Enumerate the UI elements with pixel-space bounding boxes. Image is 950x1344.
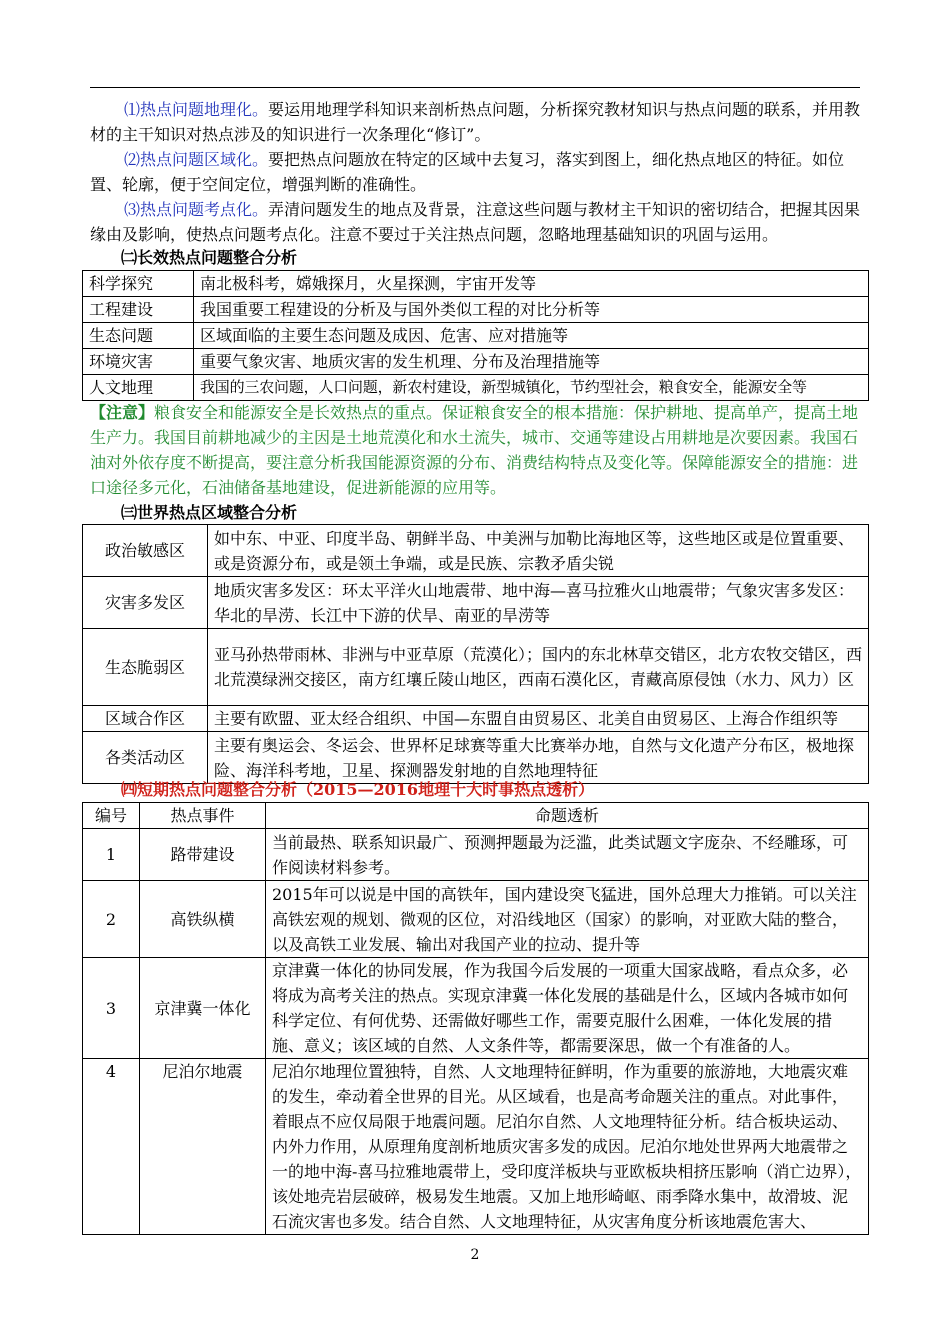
row-label: 区域合作区: [83, 706, 208, 732]
row-text: 区域面临的主要生态问题及成因、危害、应对措施等: [194, 323, 869, 349]
table-row: [83, 297, 869, 323]
notice-text: 粮食安全和能源安全是长效热点的重点。保证粮食安全的根本措施：保护耕地、提高单产，提高土地生产力。我国目前耕地减少的主因是土地荒漠化和水土流失，城市、交通等建设占用耕地是次要因素。我国石油对外依存度不断提高，要注意分析我国能源资源的分布、消费结构特点及变化等。保障能源安全的措施：进口途径多元化，石油储备基地建设，促进新能源的应用等。: [90, 403, 859, 497]
row-text: 尼泊尔地理位置独特，自然、人文地理特征鲜明，作为重要的旅游地，大地震灾难的发生，牵动着全世界的目光。从区域看，也是高考命题关注的重点。对此事件，着眼点不应仅局限于地震问题。尼泊尔自然、人文地理特征分析。结合板块运动、内外力作用，从原理角度剖析地质灾害多发的成因。尼泊尔地处世界两大地震带之一的地中海-喜马拉雅地震带上，受印度洋板块与亚欧板块相挤压影响（消亡边界），该处地壳岩层破碎，极易发生地震。又加上地形崎岖、雨季降水集中，故滑坡、泥石流灾害也多发。结合自然、人文地理特征，从灾害角度分析该地震危害大、: [266, 1059, 869, 1235]
row-label: 环境灾害: [83, 349, 194, 375]
notice-label: 【注意】: [90, 403, 155, 422]
intro-text-1: 要运用地理学科知识来剖析热点问题，分析探究教材知识与热点问题的联系，并用教材的主干知识对热点涉及的知识进行一次条理化“修订”。: [90, 100, 861, 144]
row-number: 1: [83, 829, 140, 881]
row-label: 生态问题: [83, 323, 194, 349]
row-text: 亚马孙热带雨林、非洲与中亚草原（荒漠化）；国内的东北林草交错区，北方农牧交错区，西北荒漠绿洲交接区，南方红壤丘陵山地区，西南石漠化区，青藏高原侵蚀（水力、风力）区: [208, 629, 869, 706]
row-event: 京津冀一体化: [140, 958, 266, 1059]
section4-heading: ㈣短期热点问题整合分析（2015—2016地理十大时事热点透析）: [121, 780, 595, 799]
table-row: [83, 375, 869, 401]
row-label: 政治敏感区: [83, 525, 208, 577]
row-number: 4: [83, 1059, 140, 1235]
intro-text-3: 弄清问题发生的地点及背景，注意这些问题与教材主干知识的密切结合，把握其因果缘由及影响，使热点问题考点化。注意不要过于关注热点问题，忽略地理基础知识的巩固与运用。: [90, 200, 861, 244]
intro-text-2: 要把热点问题放在特定的区域中去复习，落实到图上，细化热点地区的特征。如位置、轮廓，便于空间定位，增强判断的准确性。: [90, 150, 845, 194]
row-text: 我国重要工程建设的分析及与国外类似工程的对比分析等: [194, 297, 869, 323]
header-analysis: 命题透析: [266, 803, 869, 829]
header-rule: [90, 87, 860, 88]
table-header-row: [83, 803, 869, 829]
table-row: [83, 732, 869, 784]
row-event: 高铁纵横: [140, 881, 266, 958]
intro-paragraph-1: [90, 97, 868, 147]
table-row: [83, 958, 869, 1059]
row-text: 我国的三农问题，人口问题，新农村建设，新型城镇化，节约型社会，粮食安全，能源安全等: [194, 375, 869, 401]
row-text: 重要气象灾害、地质灾害的发生机理、分布及治理措施等: [194, 349, 869, 375]
row-text: 当前最热、联系知识最广、预测押题最为泛滥，此类试题文字庞杂、不经雕琢，可作阅读材料参考。: [266, 829, 869, 881]
short-term-hotspot-table: [82, 802, 869, 1235]
row-number: 3: [83, 958, 140, 1059]
row-number: 2: [83, 881, 140, 958]
table-row: [83, 577, 869, 629]
row-label: 人文地理: [83, 375, 194, 401]
row-label: 灾害多发区: [83, 577, 208, 629]
table-row: [83, 323, 869, 349]
table-row: [83, 525, 869, 577]
row-label: 各类活动区: [83, 732, 208, 784]
intro-paragraph-3: [90, 197, 868, 247]
table-row: [83, 1059, 869, 1235]
row-event: 路带建设: [140, 829, 266, 881]
intro-label-1: ⑴热点问题地理化。: [124, 100, 269, 119]
world-region-table: [82, 524, 869, 784]
table-row: [83, 829, 869, 881]
table-row: [83, 706, 869, 732]
table-row: [83, 629, 869, 706]
row-event: 尼泊尔地震: [140, 1059, 266, 1235]
long-term-hotspot-table: [82, 270, 869, 401]
notice-paragraph: [90, 400, 868, 500]
row-label: 工程建设: [83, 297, 194, 323]
row-text: 主要有奥运会、冬运会、世界杯足球赛等重大比赛举办地，自然与文化遗产分布区，极地探险、海洋科考地，卫星、探测器发射地的自然地理特征: [208, 732, 869, 784]
intro-paragraph-2: [90, 147, 868, 197]
intro-label-2: ⑵热点问题区域化。: [124, 150, 269, 169]
row-label: 生态脆弱区: [83, 629, 208, 706]
page-number: 2: [470, 1247, 480, 1263]
intro-label-3: ⑶热点问题考点化。: [124, 200, 269, 219]
table-row: [83, 271, 869, 297]
header-event: 热点事件: [140, 803, 266, 829]
table-row: [83, 349, 869, 375]
row-text: 京津冀一体化的协同发展，作为我国今后发展的一项重大国家战略，看点众多，必将成为高考关注的热点。实现京津冀一体化发展的基础是什么，区域内各城市如何科学定位、有何优势、还需做好哪些工作，需要克服什么困难，一体化发展的措施、意义；该区域的自然、人文条件等，都需要深思，做一个有准备的人。: [266, 958, 869, 1059]
row-text: 南北极科考，嫦娥探月，火星探测，宇宙开发等: [194, 271, 869, 297]
row-text: 主要有欧盟、亚太经合组织、中国—东盟自由贸易区、北美自由贸易区、上海合作组织等: [208, 706, 869, 732]
header-number: 编号: [83, 803, 140, 829]
row-text: 如中东、中亚、印度半岛、朝鲜半岛、中美洲与加勒比海地区等，这些地区或是位置重要、或是资源分布，或是领土争端，或是民族、宗教矛盾尖锐: [208, 525, 869, 577]
section3-heading: ㈢世界热点区域整合分析: [121, 503, 298, 522]
row-label: 科学探究: [83, 271, 194, 297]
row-text: 2015年可以说是中国的高铁年，国内建设突飞猛进，国外总理大力推销。可以关注高铁宏观的规划、微观的区位，对沿线地区（国家）的影响，对亚欧大陆的整合，以及高铁工业发展、输出对我国产业的拉动、提升等: [266, 881, 869, 958]
row-text: 地质灾害多发区：环太平洋火山地震带、地中海—喜马拉雅火山地震带；气象灾害多发区：华北的旱涝、长江中下游的伏旱、南亚的旱涝等: [208, 577, 869, 629]
section2-heading: ㈡长效热点问题整合分析: [121, 248, 298, 267]
table-row: [83, 881, 869, 958]
